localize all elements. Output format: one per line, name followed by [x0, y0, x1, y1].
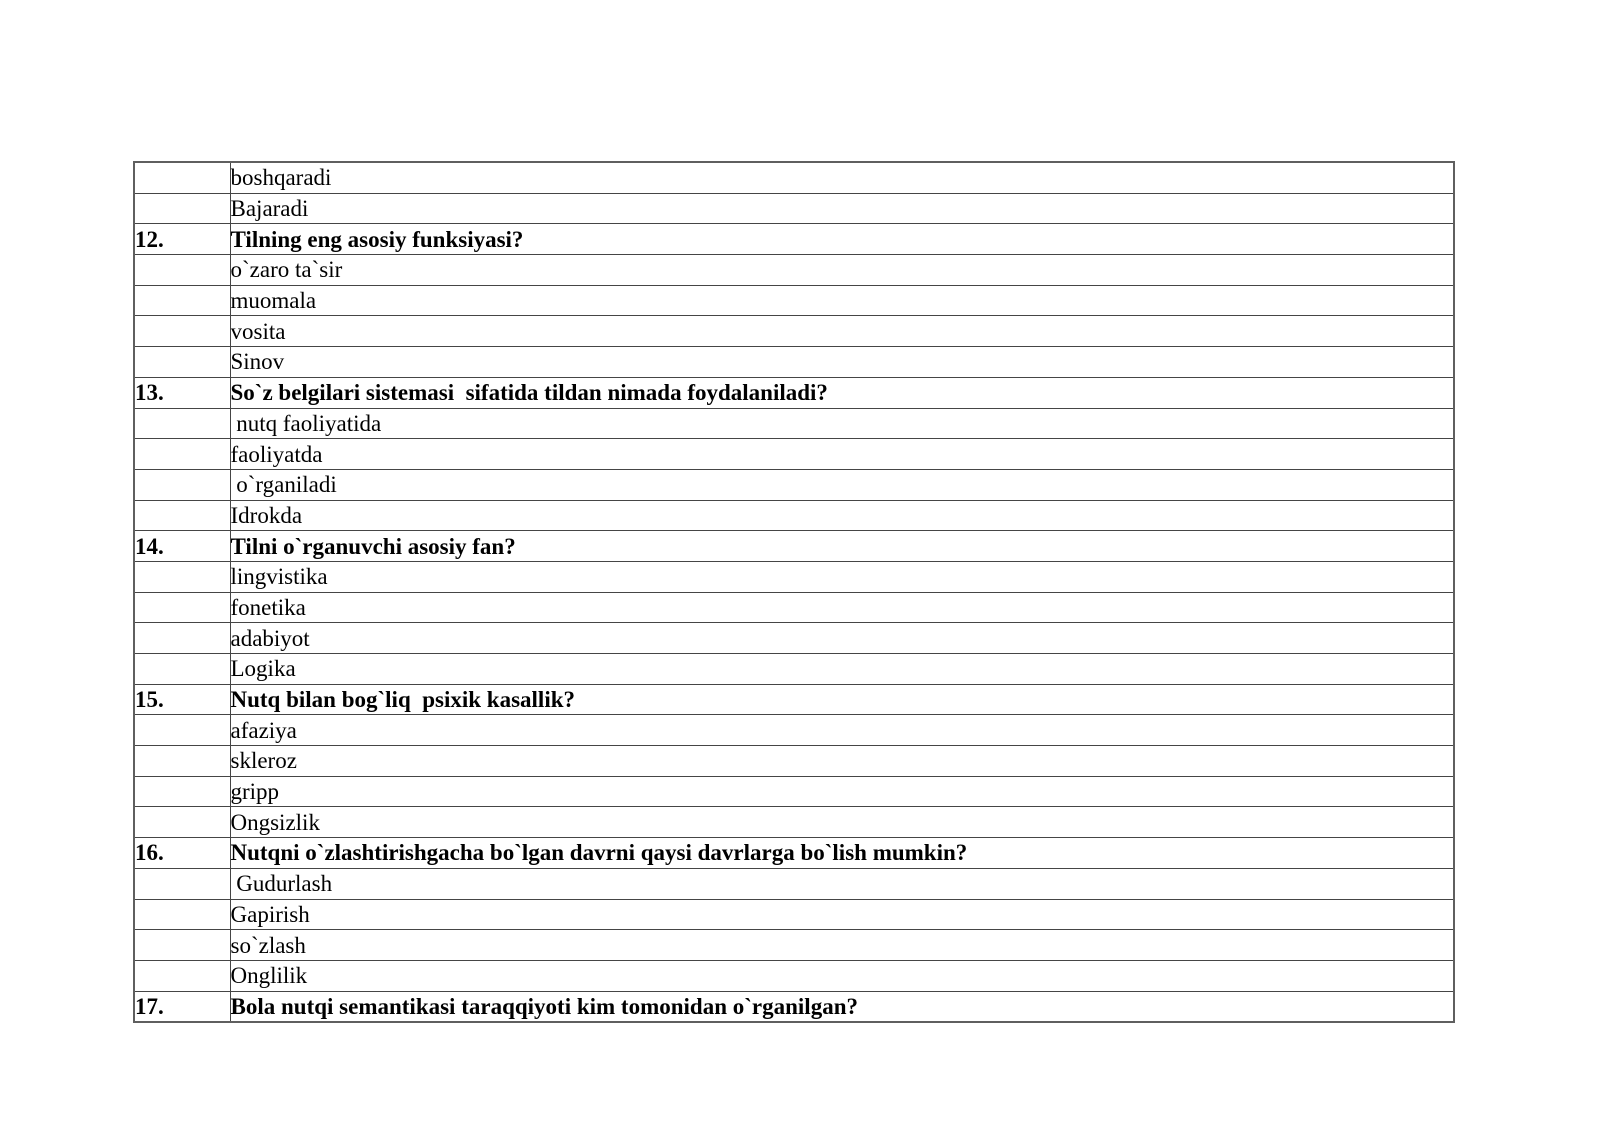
option-text: o`rganiladi: [230, 469, 1454, 500]
option-row: [134, 807, 1454, 838]
option-text: Logika: [230, 654, 1454, 685]
option-text: fonetika: [230, 592, 1454, 623]
option-text: skleroz: [230, 746, 1454, 777]
option-text: Gapirish: [230, 899, 1454, 930]
question-number-cell: [134, 868, 230, 899]
question-number-cell: 15.: [134, 684, 230, 715]
question-number-cell: [134, 162, 230, 193]
option-row: [134, 654, 1454, 685]
option-text: Ongsizlik: [230, 807, 1454, 838]
question-number-cell: 12.: [134, 224, 230, 255]
question-number-cell: [134, 960, 230, 991]
option-text: Idrokda: [230, 500, 1454, 531]
question-number-cell: [134, 654, 230, 685]
question-number-cell: [134, 500, 230, 531]
option-row: [134, 930, 1454, 961]
question-row: [134, 531, 1454, 562]
question-number-cell: [134, 776, 230, 807]
question-row: [134, 224, 1454, 255]
question-text: Tilning eng asosiy funksiyasi?: [230, 224, 1454, 255]
option-row: [134, 193, 1454, 224]
option-row: [134, 960, 1454, 991]
option-row: [134, 592, 1454, 623]
option-text: adabiyot: [230, 623, 1454, 654]
question-number-cell: [134, 439, 230, 470]
question-number-cell: [134, 316, 230, 347]
option-row: [134, 899, 1454, 930]
question-row: [134, 991, 1454, 1022]
question-text: Nutq bilan bog`liq psixik kasallik?: [230, 684, 1454, 715]
question-number-cell: [134, 930, 230, 961]
option-text: nutq faoliyatida: [230, 408, 1454, 439]
question-number-cell: [134, 807, 230, 838]
option-row: [134, 347, 1454, 378]
option-text: afaziya: [230, 715, 1454, 746]
option-row: [134, 439, 1454, 470]
question-text: Nutqni o`zlashtirishgacha bo`lgan davrni qaysi davrlarga bo`lish mumkin?: [230, 838, 1454, 869]
question-text: Bola nutqi semantikasi taraqqiyoti kim tomonidan o`rganilgan?: [230, 991, 1454, 1022]
option-text: boshqaradi: [230, 162, 1454, 193]
quiz-table-body: [134, 162, 1454, 1022]
option-row: [134, 285, 1454, 316]
question-row: [134, 838, 1454, 869]
question-number-cell: [134, 255, 230, 286]
option-row: [134, 500, 1454, 531]
quiz-table: [133, 161, 1455, 1023]
option-text: faoliyatda: [230, 439, 1454, 470]
option-text: Onglilik: [230, 960, 1454, 991]
option-text: Bajaradi: [230, 193, 1454, 224]
option-text: Gudurlash: [230, 868, 1454, 899]
question-number-cell: [134, 193, 230, 224]
question-text: So`z belgilari sistemasi sifatida tildan nimada foydalaniladi?: [230, 377, 1454, 408]
question-number-cell: [134, 408, 230, 439]
option-text: lingvistika: [230, 561, 1454, 592]
option-row: [134, 868, 1454, 899]
option-row: [134, 162, 1454, 193]
option-row: [134, 715, 1454, 746]
question-number-cell: [134, 899, 230, 930]
question-row: [134, 684, 1454, 715]
option-row: [134, 408, 1454, 439]
question-number-cell: [134, 746, 230, 777]
question-row: [134, 377, 1454, 408]
question-number-cell: [134, 347, 230, 378]
question-number-cell: 16.: [134, 838, 230, 869]
option-row: [134, 316, 1454, 347]
option-text: gripp: [230, 776, 1454, 807]
option-row: [134, 776, 1454, 807]
option-text: o`zaro ta`sir: [230, 255, 1454, 286]
option-text: muomala: [230, 285, 1454, 316]
question-number-cell: [134, 561, 230, 592]
option-text: vosita: [230, 316, 1454, 347]
option-row: [134, 561, 1454, 592]
question-number-cell: 14.: [134, 531, 230, 562]
option-text: Sinov: [230, 347, 1454, 378]
option-row: [134, 255, 1454, 286]
option-row: [134, 623, 1454, 654]
question-number-cell: [134, 285, 230, 316]
question-number-cell: [134, 592, 230, 623]
question-number-cell: [134, 469, 230, 500]
question-number-cell: 13.: [134, 377, 230, 408]
question-text: Tilni o`rganuvchi asosiy fan?: [230, 531, 1454, 562]
question-number-cell: [134, 715, 230, 746]
option-row: [134, 746, 1454, 777]
question-number-cell: 17.: [134, 991, 230, 1022]
question-number-cell: [134, 623, 230, 654]
option-text: so`zlash: [230, 930, 1454, 961]
option-row: [134, 469, 1454, 500]
